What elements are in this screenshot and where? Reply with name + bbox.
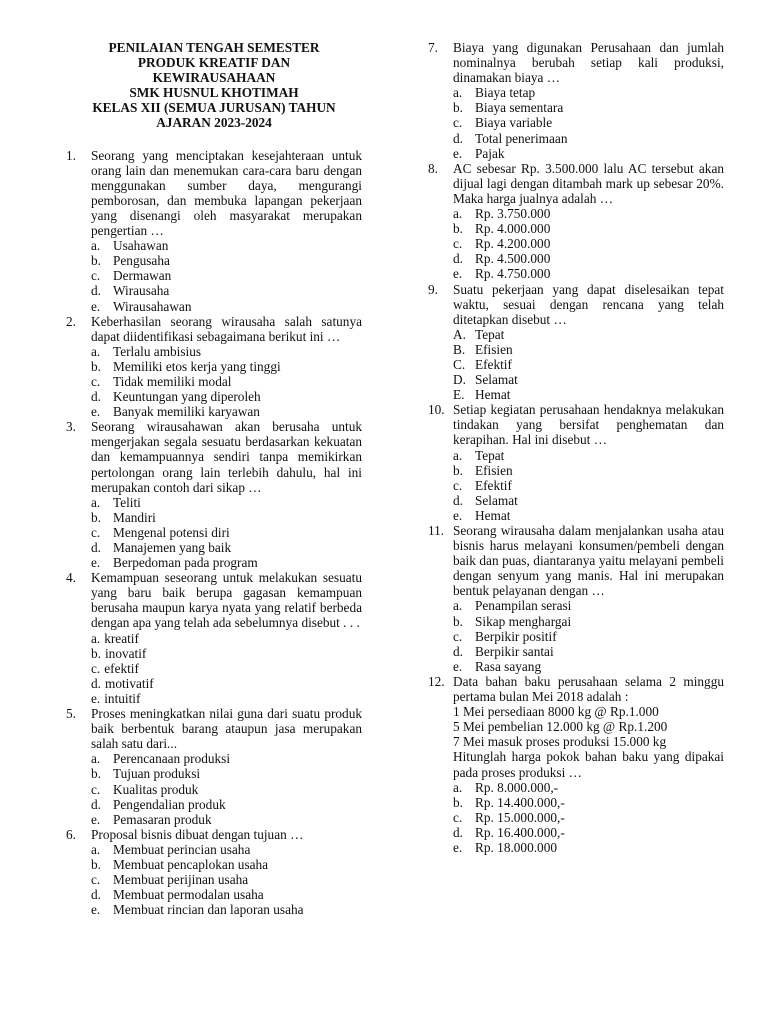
answer-option xyxy=(453,810,724,825)
answer-option xyxy=(91,495,362,510)
option-letter: c. xyxy=(91,373,101,389)
option-text: intuitif xyxy=(104,690,141,706)
option-letter: c. xyxy=(453,115,463,131)
option-letter: E. xyxy=(453,387,465,403)
answer-option xyxy=(453,629,724,644)
option-text: Mengenal potensi diri xyxy=(113,524,230,540)
answer-option xyxy=(453,85,724,100)
option-text: Rp. 4.750.000 xyxy=(475,266,551,282)
answer-options xyxy=(453,598,724,673)
option-text: Pemasaran produk xyxy=(113,811,212,827)
option-letter: b. xyxy=(453,462,463,478)
answer-options xyxy=(453,327,724,402)
header-line: PRODUK KREATIF DAN xyxy=(137,55,291,71)
option-text: Keuntungan yang diperoleh xyxy=(113,389,261,405)
option-text: Memiliki etos kerja yang tinggi xyxy=(113,358,281,374)
question-block xyxy=(66,570,362,706)
option-text: efektif xyxy=(104,660,139,676)
question-block xyxy=(66,706,362,827)
option-letter: e. xyxy=(91,811,101,827)
question-item xyxy=(66,148,362,239)
option-letter: a. xyxy=(91,841,101,857)
option-text: Membuat pencaplokan usaha xyxy=(113,856,269,872)
option-letter: a. xyxy=(453,447,463,463)
answer-option xyxy=(91,661,362,676)
question-number: 12. xyxy=(428,673,445,689)
option-text: Kualitas produk xyxy=(113,781,199,797)
answer-options xyxy=(91,631,362,706)
option-letter: A. xyxy=(453,326,466,342)
question-number: 6. xyxy=(66,826,76,842)
option-letter: b. xyxy=(91,253,101,269)
option-letter: d. xyxy=(91,796,101,812)
option-text: Rp. 4.500.000 xyxy=(475,251,551,267)
question-block xyxy=(428,282,724,403)
answer-option xyxy=(453,448,724,463)
option-text: Mandiri xyxy=(113,509,156,525)
option-text: Hemat xyxy=(475,387,511,403)
question-block xyxy=(428,523,724,674)
answer-options xyxy=(91,751,362,826)
option-text: Hemat xyxy=(475,507,511,523)
answer-option xyxy=(453,327,724,342)
option-letter: c. xyxy=(91,268,101,284)
option-text: Dermawan xyxy=(113,268,172,284)
option-letter: d. xyxy=(91,389,101,405)
header-line: AJARAN 2023-2024 xyxy=(156,115,272,131)
answer-options xyxy=(91,344,362,419)
option-letter: d. xyxy=(453,824,463,840)
option-letter: a. xyxy=(453,206,463,222)
answer-option xyxy=(91,525,362,540)
answer-option xyxy=(453,840,724,855)
answer-option xyxy=(91,751,362,766)
question-text: Seorang yang menciptakan kesejahteraan untuk orang lain dan menemukan cara-cara baru dengan menggunakan sumber daya, mengurangi pemborosan, dan membuka lapangan pekerjaan yang disenangi oleh masyarakat merupakan pengertian … xyxy=(91,147,362,239)
answer-option xyxy=(91,299,362,314)
option-letter: a. xyxy=(91,238,101,254)
option-letter: c. xyxy=(91,781,101,797)
answer-option xyxy=(91,887,362,902)
option-text: Selamat xyxy=(475,492,518,508)
option-text: Pengusaha xyxy=(113,253,170,269)
answer-option xyxy=(91,797,362,812)
option-letter: d. xyxy=(91,887,101,903)
question-text: Setiap kegiatan perusahaan hendaknya melakukan tindakan yang bersifat penghematan dan kerapihan. Hal ini disebut … xyxy=(453,402,724,448)
question-text: Seorang wirausaha dalam menjalankan usaha atau bisnis harus melayani konsumen/pembeli dengan baik dan puas, diantaranya yaitu melayani pembeli dengan senyum yang manis. Hal ini merupakan bentuk pelayanan dengan … xyxy=(453,523,724,599)
answer-options xyxy=(91,495,362,570)
option-letter: c. xyxy=(91,872,101,888)
option-text: Rp. 18.000.000 xyxy=(475,839,558,855)
question-item xyxy=(428,523,724,598)
option-text: motivatif xyxy=(104,675,154,691)
option-letter: a. xyxy=(91,630,101,646)
option-letter: C. xyxy=(453,356,466,372)
option-text: Efisien xyxy=(475,341,513,357)
option-text: Rp. 16.400.000,- xyxy=(475,824,565,840)
question-item xyxy=(66,314,362,344)
answer-option xyxy=(91,404,362,419)
option-letter: e. xyxy=(453,658,463,674)
option-letter: d. xyxy=(91,283,101,299)
option-text: Rp. 14.400.000,- xyxy=(475,794,565,810)
option-letter: b. xyxy=(453,794,463,810)
option-letter: d. xyxy=(453,130,463,146)
option-letter: b. xyxy=(453,221,463,237)
option-letter: e. xyxy=(91,298,101,314)
option-text: Membuat permodalan usaha xyxy=(113,887,264,903)
answer-option xyxy=(91,902,362,917)
question-text: Keberhasilan seorang wirausaha salah satunya dapat diidentifikasi sebagaimana berikut ini … xyxy=(91,313,362,344)
option-letter: d. xyxy=(453,492,463,508)
question-item xyxy=(66,419,362,494)
answer-options xyxy=(91,842,362,917)
question-number: 3. xyxy=(66,419,76,435)
option-text: Teliti xyxy=(113,494,141,510)
question-number: 11. xyxy=(428,523,445,538)
question-number: 10. xyxy=(428,402,445,418)
option-letter: d. xyxy=(453,251,463,267)
answer-option xyxy=(91,510,362,525)
option-letter: d. xyxy=(453,643,463,659)
option-text: Pajak xyxy=(475,145,505,161)
option-text: Manajemen yang baik xyxy=(113,540,232,555)
header-line: SMK HUSNUL KHOTIMAH xyxy=(129,85,299,101)
option-letter: c. xyxy=(91,524,101,540)
answer-option xyxy=(453,659,724,674)
question-number: 2. xyxy=(66,313,76,329)
answer-option xyxy=(91,842,362,857)
question-item xyxy=(428,40,724,85)
option-letter: e. xyxy=(91,690,101,706)
question-item xyxy=(428,161,724,206)
answer-option xyxy=(91,555,362,570)
option-letter: a. xyxy=(91,343,101,359)
option-text: Perencanaan produksi xyxy=(113,751,231,767)
answer-option xyxy=(453,795,724,810)
answer-option xyxy=(453,251,724,266)
option-text: Rp. 4.200.000 xyxy=(475,236,551,252)
answer-option xyxy=(91,676,362,691)
question-text: Biaya yang digunakan Perusahaan dan jumlah nominalnya berubah setiap kali produksi, dinamakan biaya … xyxy=(453,40,724,86)
option-text: Penampilan serasi xyxy=(475,598,572,614)
question-text: Proses meningkatkan nilai guna dari suatu produk baik berbentuk barang ataupun jasa merupakan salah satu dari... xyxy=(91,706,362,752)
option-text: Selamat xyxy=(475,372,518,388)
question-block xyxy=(66,148,362,314)
answer-options xyxy=(91,238,362,313)
answer-option xyxy=(453,357,724,372)
answer-option xyxy=(453,266,724,281)
option-text: Terlalu ambisius xyxy=(113,343,202,359)
question-number: 8. xyxy=(428,160,438,176)
question-text: Data bahan baku perusahaan selama 2 minggu pertama bulan Mei 2018 adalah : 1 Mei persediaan 8000 kg @ Rp.1.000 5 Mei pembelian 12.000 kg @ Rp.1.200 7 Mei masuk proses produksi 15.000 kg Hitunglah harga pokok bahan baku yang dipakai pada proses produksi … xyxy=(453,673,724,780)
option-letter: d. xyxy=(91,675,101,691)
answer-option xyxy=(91,646,362,661)
answer-options xyxy=(453,780,724,855)
option-text: Membuat perijinan usaha xyxy=(113,872,249,888)
option-text: Tepat xyxy=(475,447,505,463)
option-text: Biaya variable xyxy=(475,115,553,131)
option-text: Tidak memiliki modal xyxy=(113,373,232,389)
answer-option xyxy=(453,644,724,659)
question-item xyxy=(66,706,362,751)
question-text: AC sebesar Rp. 3.500.000 lalu AC tersebut akan dijual lagi dengan ditambah mark up sebesar 20%. Maka harga jualnya adalah … xyxy=(453,160,724,206)
answer-option xyxy=(91,283,362,298)
question-number: 1. xyxy=(66,147,76,163)
question-number: 7. xyxy=(428,40,438,55)
option-letter: D. xyxy=(453,372,466,388)
question-block xyxy=(66,827,362,918)
question-item xyxy=(66,827,362,842)
header-line: KEWIRAUSAHAAN xyxy=(152,70,276,86)
answer-option xyxy=(453,463,724,478)
answer-option xyxy=(453,221,724,236)
answer-option xyxy=(453,493,724,508)
option-letter: c. xyxy=(453,477,463,493)
answer-option xyxy=(453,146,724,161)
header-line: KELAS XII (SEMUA JURUSAN) TAHUN xyxy=(92,100,336,116)
option-text: inovatif xyxy=(104,645,147,661)
option-letter: c. xyxy=(91,660,101,676)
answer-option xyxy=(453,115,724,130)
right-column xyxy=(428,40,724,855)
option-letter: b. xyxy=(91,358,101,374)
option-text: Tepat xyxy=(475,326,505,342)
question-item xyxy=(428,402,724,447)
option-letter: c. xyxy=(453,809,463,825)
left-column xyxy=(66,40,362,917)
answer-option xyxy=(91,389,362,404)
answer-option xyxy=(453,100,724,115)
option-letter: B. xyxy=(453,341,466,357)
answer-option xyxy=(453,206,724,221)
option-text: Efisien xyxy=(475,462,513,478)
answer-option xyxy=(91,359,362,374)
option-text: Biaya sementara xyxy=(475,100,564,116)
option-letter: e. xyxy=(91,404,101,420)
answer-option xyxy=(91,238,362,253)
option-text: Berpikir santai xyxy=(475,643,554,659)
option-letter: b. xyxy=(453,100,463,116)
option-text: Efektif xyxy=(475,356,512,372)
option-text: Rp. 3.750.000 xyxy=(475,206,551,222)
answer-option xyxy=(453,614,724,629)
option-letter: a. xyxy=(91,751,101,767)
answer-option xyxy=(453,825,724,840)
question-item xyxy=(428,282,724,327)
option-text: Banyak memiliki karyawan xyxy=(113,404,260,420)
option-text: Rp. 4.000.000 xyxy=(475,221,551,237)
answer-option xyxy=(453,508,724,523)
option-text: Rasa sayang xyxy=(475,658,542,674)
option-text: Total penerimaan xyxy=(475,130,568,146)
option-text: Rp. 15.000.000,- xyxy=(475,809,565,825)
question-block xyxy=(428,402,724,523)
option-letter: c. xyxy=(453,628,463,644)
question-number: 5. xyxy=(66,706,76,722)
option-text: Pengendalian produk xyxy=(113,796,226,812)
option-letter: e. xyxy=(453,266,463,282)
option-text: Berpikir positif xyxy=(475,628,557,644)
question-block xyxy=(66,314,362,420)
option-letter: b. xyxy=(91,645,101,661)
option-letter: e. xyxy=(91,555,101,571)
question-text: Seorang wirausahawan akan berusaha untuk mengerjakan segala sesuatu berdasarkan kekuatan dan kemampuannya sendiri tanpa memikirkan pertolongan orang lain terlebih dahulu, hal ini merupakan contoh dari sikap … xyxy=(91,419,362,495)
answer-option xyxy=(453,598,724,613)
option-text: Berpedoman pada program xyxy=(113,555,258,571)
answer-option xyxy=(91,872,362,887)
option-text: Membuat rincian dan laporan usaha xyxy=(113,902,304,918)
question-block xyxy=(428,40,724,161)
option-letter: c. xyxy=(453,236,463,252)
question-block xyxy=(66,419,362,570)
answer-option xyxy=(91,253,362,268)
option-letter: b. xyxy=(453,613,463,629)
option-letter: a. xyxy=(453,598,463,614)
option-text: kreatif xyxy=(104,630,139,646)
option-text: Wirausaha xyxy=(113,283,170,299)
answer-option xyxy=(453,478,724,493)
answer-options xyxy=(453,206,724,281)
option-letter: d. xyxy=(91,540,101,555)
answer-option xyxy=(91,540,362,555)
answer-options xyxy=(453,85,724,160)
answer-option xyxy=(453,387,724,402)
answer-option xyxy=(453,342,724,357)
option-text: Membuat perincian usaha xyxy=(113,841,251,857)
option-letter: e. xyxy=(453,145,463,161)
option-letter: a. xyxy=(91,494,101,510)
option-letter: a. xyxy=(453,85,463,101)
answer-options xyxy=(453,448,724,523)
question-text: Suatu pekerjaan yang dapat diselesaikan tepat waktu, sesuai dengan rencana yang telah ditetapkan disebut … xyxy=(453,281,724,327)
option-text: Usahawan xyxy=(113,238,169,254)
answer-option xyxy=(91,374,362,389)
exam-header xyxy=(66,40,362,131)
option-text: Biaya tetap xyxy=(475,85,536,101)
option-text: Sikap menghargai xyxy=(475,613,572,629)
answer-option xyxy=(91,782,362,797)
option-text: Rp. 8.000.000,- xyxy=(475,779,559,795)
answer-option xyxy=(91,344,362,359)
question-text: Kemampuan seseorang untuk melakukan sesuatu yang baru baik berupa gagasan kemampuan berusaha maupun karya nyata yang relatif berbeda dengan apa yang telah ada sebelumnya disebut . . . xyxy=(91,570,362,631)
question-block xyxy=(428,674,724,855)
option-letter: b. xyxy=(91,766,101,782)
answer-option xyxy=(453,780,724,795)
answer-option xyxy=(453,131,724,146)
question-block xyxy=(428,161,724,282)
question-number: 4. xyxy=(66,570,76,586)
option-letter: b. xyxy=(91,509,101,525)
option-letter: e. xyxy=(453,507,463,523)
question-number: 9. xyxy=(428,281,438,297)
question-item xyxy=(428,674,724,780)
option-text: Wirausahawan xyxy=(113,298,192,314)
option-letter: e. xyxy=(91,902,101,918)
answer-option xyxy=(453,372,724,387)
answer-option xyxy=(91,691,362,706)
answer-option xyxy=(91,268,362,283)
option-text: Efektif xyxy=(475,477,512,493)
answer-option xyxy=(91,857,362,872)
answer-option xyxy=(91,812,362,827)
answer-option xyxy=(91,631,362,646)
question-text: Proposal bisnis dibuat dengan tujuan … xyxy=(91,826,304,842)
question-item xyxy=(66,570,362,630)
option-text: Tujuan produksi xyxy=(113,766,201,782)
option-letter: b. xyxy=(91,856,101,872)
option-letter: a. xyxy=(453,779,463,795)
header-line: PENILAIAN TENGAH SEMESTER xyxy=(108,40,320,55)
answer-option xyxy=(453,236,724,251)
answer-option xyxy=(91,766,362,781)
option-letter: e. xyxy=(453,839,463,855)
